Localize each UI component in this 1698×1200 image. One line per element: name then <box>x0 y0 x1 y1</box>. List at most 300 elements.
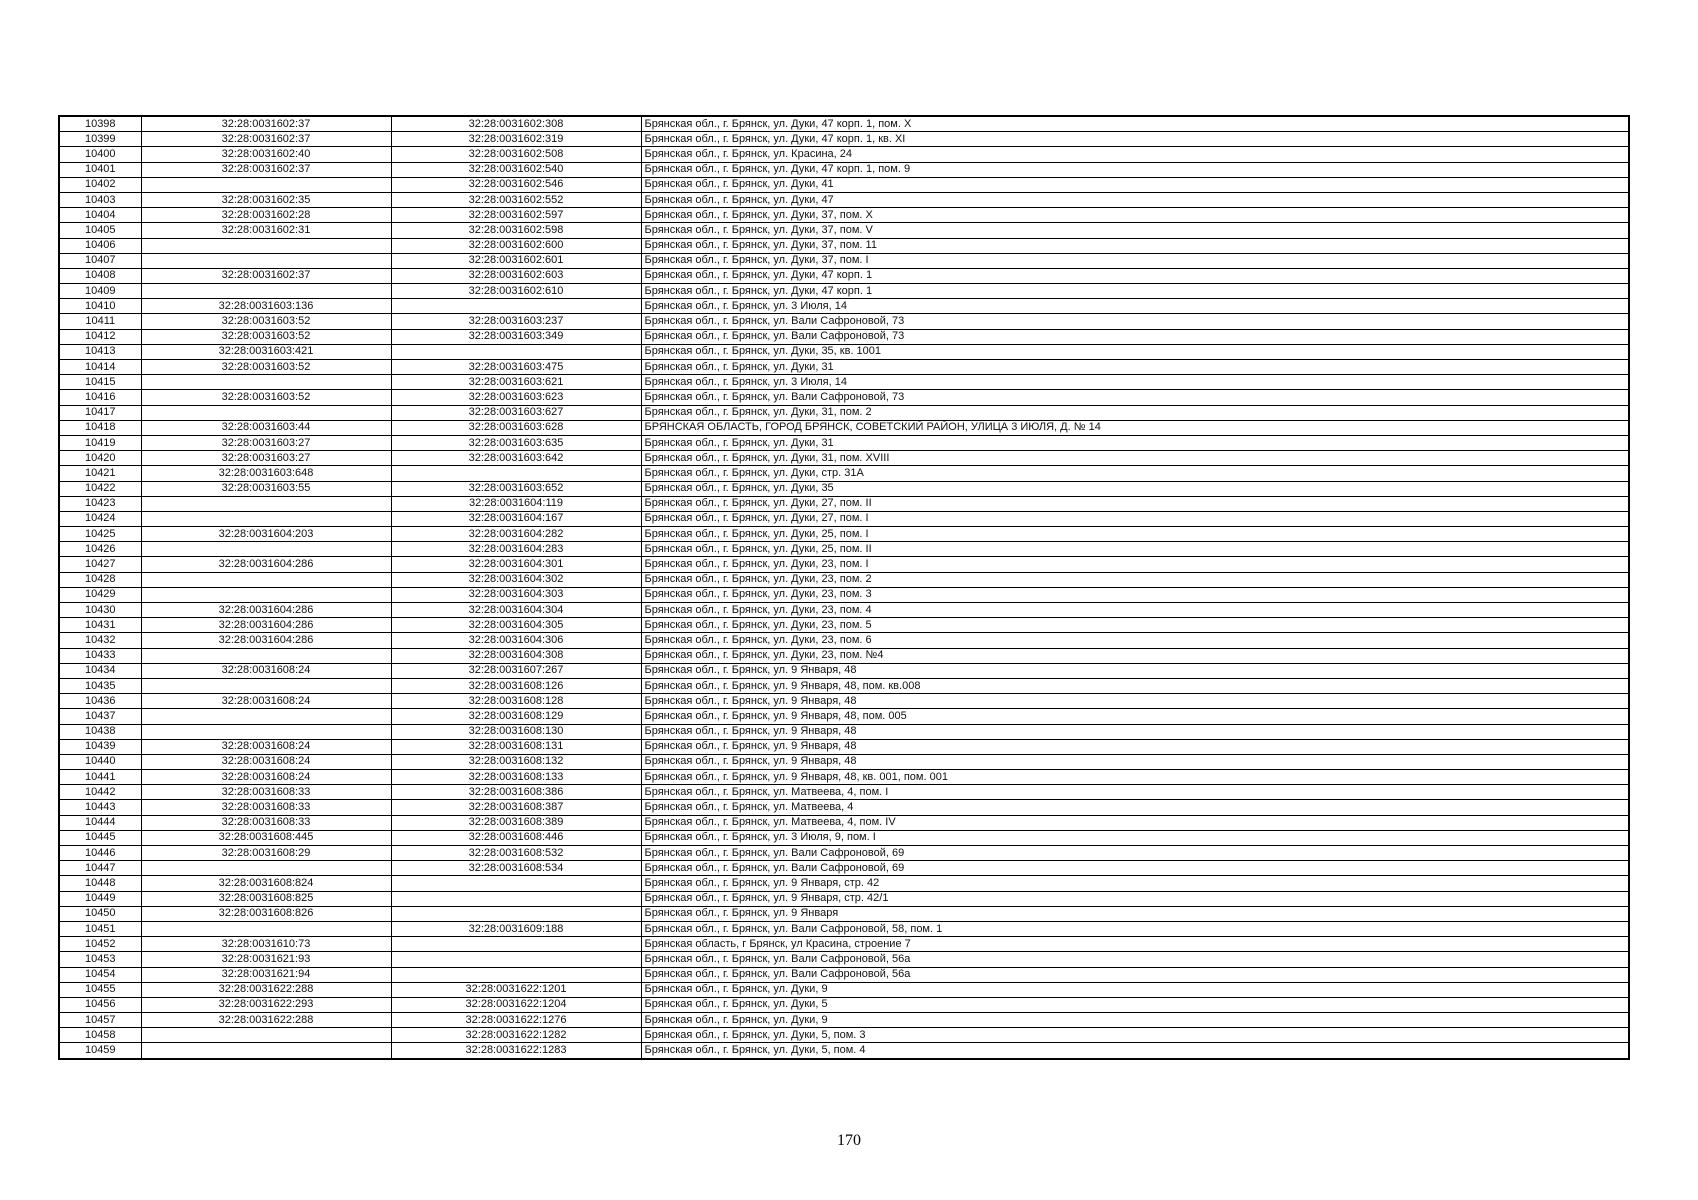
address-cell: Брянская обл., г. Брянск, ул. Дуки, 41 <box>641 177 1629 192</box>
table-row <box>59 648 1629 663</box>
object-cadastral-number-cell: 32:28:0031608:133 <box>391 770 641 785</box>
land-cadastral-number-cell: 32:28:0031622:288 <box>141 982 391 997</box>
object-cadastral-number-cell: 32:28:0031602:601 <box>391 253 641 268</box>
address-cell: Брянская обл., г. Брянск, ул. Вали Сафроновой, 58, пом. 1 <box>641 921 1629 936</box>
address-cell: Брянская обл., г. Брянск, ул. Дуки, 25, пом. II <box>641 542 1629 557</box>
object-cadastral-number-cell: 32:28:0031603:349 <box>391 329 641 344</box>
row-number-cell: 10454 <box>59 967 141 982</box>
address-cell: Брянская обл., г. Брянск, ул. Дуки, 23, пом. 6 <box>641 633 1629 648</box>
address-cell: Брянская обл., г. Брянск, ул. Матвеева, 4, пом. I <box>641 785 1629 800</box>
land-cadastral-number-cell: 32:28:0031602:37 <box>141 268 391 283</box>
table-row <box>59 405 1629 420</box>
land-cadastral-number-cell: 32:28:0031602:37 <box>141 162 391 177</box>
table-row <box>59 177 1629 192</box>
table-row <box>59 739 1629 754</box>
object-cadastral-number-cell: 32:28:0031607:267 <box>391 663 641 678</box>
row-number-cell: 10457 <box>59 1013 141 1028</box>
land-cadastral-number-cell: 32:28:0031604:286 <box>141 618 391 633</box>
land-cadastral-number-cell: 32:28:0031602:37 <box>141 116 391 132</box>
address-cell: Брянская обл., г. Брянск, ул. Дуки, 5, пом. 3 <box>641 1028 1629 1043</box>
object-cadastral-number-cell: 32:28:0031603:652 <box>391 481 641 496</box>
land-cadastral-number-cell: 32:28:0031603:421 <box>141 344 391 359</box>
row-number-cell: 10441 <box>59 770 141 785</box>
land-cadastral-number-cell: 32:28:0031608:24 <box>141 770 391 785</box>
row-number-cell: 10414 <box>59 360 141 375</box>
address-cell: Брянская обл., г. Брянск, ул. 9 Января, 48, пом. кв.008 <box>641 678 1629 693</box>
address-cell: Брянская обл., г. Брянск, ул. Дуки, 47 корп. 1, пом. X <box>641 116 1629 132</box>
address-cell: Брянская обл., г. Брянск, ул. Дуки, 23, пом. I <box>641 557 1629 572</box>
land-cadastral-number-cell: 32:28:0031604:286 <box>141 557 391 572</box>
row-number-cell: 10420 <box>59 451 141 466</box>
table-row <box>59 937 1629 952</box>
row-number-cell: 10410 <box>59 299 141 314</box>
land-cadastral-number-cell: 32:28:0031603:55 <box>141 481 391 496</box>
object-cadastral-number-cell: 32:28:0031604:301 <box>391 557 641 572</box>
table-row <box>59 694 1629 709</box>
row-number-cell: 10403 <box>59 192 141 207</box>
object-cadastral-number-cell: 32:28:0031604:304 <box>391 603 641 618</box>
address-cell: Брянская обл., г. Брянск, ул. Вали Сафроновой, 73 <box>641 314 1629 329</box>
table-row <box>59 724 1629 739</box>
row-number-cell: 10443 <box>59 800 141 815</box>
object-cadastral-number-cell: 32:28:0031622:1201 <box>391 982 641 997</box>
address-cell: Брянская обл., г. Брянск, ул. Вали Сафроновой, 73 <box>641 390 1629 405</box>
table-row <box>59 846 1629 861</box>
object-cadastral-number-cell: 32:28:0031604:302 <box>391 572 641 587</box>
row-number-cell: 10450 <box>59 906 141 921</box>
object-cadastral-number-cell: 32:28:0031603:475 <box>391 360 641 375</box>
address-cell: Брянская обл., г. Брянск, ул. Вали Сафроновой, 56а <box>641 952 1629 967</box>
row-number-cell: 10417 <box>59 405 141 420</box>
land-cadastral-number-cell: 32:28:0031604:286 <box>141 603 391 618</box>
table-row <box>59 481 1629 496</box>
object-cadastral-number-cell <box>391 466 641 481</box>
object-cadastral-number-cell: 32:28:0031603:628 <box>391 420 641 435</box>
address-cell: Брянская обл., г. Брянск, ул. Дуки, 47 корп. 1, кв. XI <box>641 132 1629 147</box>
address-cell: Брянская обл., г. Брянск, ул. 3 Июля, 14 <box>641 375 1629 390</box>
object-cadastral-number-cell: 32:28:0031603:635 <box>391 435 641 450</box>
table-row <box>59 982 1629 997</box>
land-cadastral-number-cell <box>141 238 391 253</box>
table-row <box>59 785 1629 800</box>
address-cell: Брянская обл., г. Брянск, ул. Вали Сафроновой, 69 <box>641 861 1629 876</box>
land-cadastral-number-cell <box>141 496 391 511</box>
address-cell: Брянская обл., г. Брянск, ул. 9 Января, 48, пом. 005 <box>641 709 1629 724</box>
row-number-cell: 10448 <box>59 876 141 891</box>
address-cell: Брянская обл., г. Брянск, ул. Матвеева, 4 <box>641 800 1629 815</box>
land-cadastral-number-cell: 32:28:0031608:24 <box>141 739 391 754</box>
row-number-cell: 10438 <box>59 724 141 739</box>
object-cadastral-number-cell: 32:28:0031602:610 <box>391 284 641 299</box>
land-cadastral-number-cell <box>141 587 391 602</box>
object-cadastral-number-cell: 32:28:0031602:603 <box>391 268 641 283</box>
land-cadastral-number-cell: 32:28:0031622:288 <box>141 1013 391 1028</box>
address-cell: Брянская обл., г. Брянск, ул. Дуки, 31 <box>641 435 1629 450</box>
table-row <box>59 603 1629 618</box>
row-number-cell: 10437 <box>59 709 141 724</box>
address-cell: Брянская обл., г. Брянск, ул. 9 Января, стр. 42/1 <box>641 891 1629 906</box>
row-number-cell: 10399 <box>59 132 141 147</box>
land-cadastral-number-cell <box>141 572 391 587</box>
land-cadastral-number-cell: 32:28:0031603:27 <box>141 435 391 450</box>
address-cell: Брянская область, г Брянск, ул Красина, строение 7 <box>641 937 1629 952</box>
table-row <box>59 587 1629 602</box>
land-cadastral-number-cell: 32:28:0031603:52 <box>141 390 391 405</box>
table-row <box>59 906 1629 921</box>
table-row <box>59 344 1629 359</box>
land-cadastral-number-cell: 32:28:0031603:52 <box>141 329 391 344</box>
land-cadastral-number-cell <box>141 542 391 557</box>
object-cadastral-number-cell: 32:28:0031608:129 <box>391 709 641 724</box>
address-cell: Брянская обл., г. Брянск, ул. Дуки, 47 корп. 1 <box>641 268 1629 283</box>
object-cadastral-number-cell: 32:28:0031603:237 <box>391 314 641 329</box>
table-row <box>59 542 1629 557</box>
address-cell: Брянская обл., г. Брянск, ул. 3 Июля, 9, пом. I <box>641 830 1629 845</box>
table-row <box>59 375 1629 390</box>
row-number-cell: 10458 <box>59 1028 141 1043</box>
table-row <box>59 299 1629 314</box>
land-cadastral-number-cell <box>141 861 391 876</box>
table-row <box>59 511 1629 526</box>
row-number-cell: 10449 <box>59 891 141 906</box>
object-cadastral-number-cell: 32:28:0031604:282 <box>391 527 641 542</box>
table-row <box>59 663 1629 678</box>
land-cadastral-number-cell: 32:28:0031603:44 <box>141 420 391 435</box>
land-cadastral-number-cell: 32:28:0031608:445 <box>141 830 391 845</box>
address-cell: Брянская обл., г. Брянск, ул. Дуки, 31 <box>641 360 1629 375</box>
object-cadastral-number-cell: 32:28:0031608:132 <box>391 754 641 769</box>
row-number-cell: 10411 <box>59 314 141 329</box>
address-cell: Брянская обл., г. Брянск, ул. Дуки, 47 корп. 1 <box>641 284 1629 299</box>
land-cadastral-number-cell: 32:28:0031603:648 <box>141 466 391 481</box>
table-row <box>59 208 1629 223</box>
object-cadastral-number-cell: 32:28:0031609:188 <box>391 921 641 936</box>
object-cadastral-number-cell: 32:28:0031604:306 <box>391 633 641 648</box>
table-row <box>59 921 1629 936</box>
row-number-cell: 10415 <box>59 375 141 390</box>
table-row <box>59 451 1629 466</box>
object-cadastral-number-cell: 32:28:0031608:126 <box>391 678 641 693</box>
address-cell: Брянская обл., г. Брянск, ул. Вали Сафроновой, 56а <box>641 967 1629 982</box>
row-number-cell: 10422 <box>59 481 141 496</box>
table-row <box>59 329 1629 344</box>
table-row <box>59 360 1629 375</box>
object-cadastral-number-cell: 32:28:0031608:387 <box>391 800 641 815</box>
table-row <box>59 268 1629 283</box>
land-cadastral-number-cell: 32:28:0031608:824 <box>141 876 391 891</box>
address-cell: Брянская обл., г. Брянск, ул. Дуки, 47 <box>641 192 1629 207</box>
address-cell: Брянская обл., г. Брянск, ул. 9 Января, 48 <box>641 739 1629 754</box>
address-cell: Брянская обл., г. Брянск, ул. Дуки, 5, пом. 4 <box>641 1043 1629 1059</box>
address-cell: Брянская обл., г. Брянск, ул. Дуки, 37, пом. X <box>641 208 1629 223</box>
object-cadastral-number-cell: 32:28:0031608:128 <box>391 694 641 709</box>
page-number: 170 <box>837 1132 861 1149</box>
address-cell: Брянская обл., г. Брянск, ул. Дуки, 25, пом. I <box>641 527 1629 542</box>
table-row <box>59 314 1629 329</box>
land-cadastral-number-cell <box>141 709 391 724</box>
table-row <box>59 709 1629 724</box>
address-cell: Брянская обл., г. Брянск, ул. Дуки, 27, пом. II <box>641 496 1629 511</box>
land-cadastral-number-cell: 32:28:0031604:286 <box>141 633 391 648</box>
row-number-cell: 10445 <box>59 830 141 845</box>
object-cadastral-number-cell: 32:28:0031602:319 <box>391 132 641 147</box>
land-cadastral-number-cell <box>141 1028 391 1043</box>
address-cell: Брянская обл., г. Брянск, ул. Дуки, 27, пом. I <box>641 511 1629 526</box>
land-cadastral-number-cell <box>141 648 391 663</box>
address-cell: Брянская обл., г. Брянск, ул. Дуки, 9 <box>641 1013 1629 1028</box>
land-cadastral-number-cell: 32:28:0031608:24 <box>141 694 391 709</box>
table-row <box>59 800 1629 815</box>
object-cadastral-number-cell: 32:28:0031602:546 <box>391 177 641 192</box>
address-cell: Брянская обл., г. Брянск, ул. 9 Января, 48 <box>641 694 1629 709</box>
object-cadastral-number-cell: 32:28:0031608:131 <box>391 739 641 754</box>
object-cadastral-number-cell: 32:28:0031603:627 <box>391 405 641 420</box>
table-row <box>59 284 1629 299</box>
object-cadastral-number-cell <box>391 952 641 967</box>
land-cadastral-number-cell: 32:28:0031610:73 <box>141 937 391 952</box>
object-cadastral-number-cell <box>391 937 641 952</box>
land-cadastral-number-cell: 32:28:0031621:94 <box>141 967 391 982</box>
object-cadastral-number-cell <box>391 344 641 359</box>
row-number-cell: 10426 <box>59 542 141 557</box>
object-cadastral-number-cell: 32:28:0031608:532 <box>391 846 641 861</box>
land-cadastral-number-cell <box>141 511 391 526</box>
table-row <box>59 527 1629 542</box>
address-cell: Брянская обл., г. Брянск, ул. 9 Января <box>641 906 1629 921</box>
row-number-cell: 10428 <box>59 572 141 587</box>
land-cadastral-number-cell: 32:28:0031602:35 <box>141 192 391 207</box>
row-number-cell: 10407 <box>59 253 141 268</box>
address-cell: Брянская обл., г. Брянск, ул. 9 Января, 48 <box>641 663 1629 678</box>
row-number-cell: 10439 <box>59 739 141 754</box>
land-cadastral-number-cell: 32:28:0031603:52 <box>141 360 391 375</box>
land-cadastral-number-cell: 32:28:0031608:33 <box>141 785 391 800</box>
register-table <box>58 115 1630 1060</box>
address-cell: Брянская обл., г. Брянск, ул. Матвеева, 4, пом. IV <box>641 815 1629 830</box>
address-cell: Брянская обл., г. Брянск, ул. Дуки, 5 <box>641 997 1629 1012</box>
row-number-cell: 10404 <box>59 208 141 223</box>
object-cadastral-number-cell: 32:28:0031602:597 <box>391 208 641 223</box>
land-cadastral-number-cell: 32:28:0031602:37 <box>141 132 391 147</box>
land-cadastral-number-cell: 32:28:0031602:40 <box>141 147 391 162</box>
address-cell: Брянская обл., г. Брянск, ул. Вали Сафроновой, 69 <box>641 846 1629 861</box>
land-cadastral-number-cell: 32:28:0031603:52 <box>141 314 391 329</box>
address-cell: Брянская обл., г. Брянск, ул. Дуки, 37, пом. I <box>641 253 1629 268</box>
table-row <box>59 147 1629 162</box>
land-cadastral-number-cell: 32:28:0031602:28 <box>141 208 391 223</box>
address-cell: Брянская обл., г. Брянск, ул. Дуки, 35 <box>641 481 1629 496</box>
address-cell: Брянская обл., г. Брянск, ул. Дуки, 35, кв. 1001 <box>641 344 1629 359</box>
table-row <box>59 192 1629 207</box>
object-cadastral-number-cell: 32:28:0031604:283 <box>391 542 641 557</box>
row-number-cell: 10451 <box>59 921 141 936</box>
object-cadastral-number-cell <box>391 891 641 906</box>
land-cadastral-number-cell <box>141 1043 391 1059</box>
land-cadastral-number-cell <box>141 405 391 420</box>
row-number-cell: 10430 <box>59 603 141 618</box>
object-cadastral-number-cell: 32:28:0031602:600 <box>391 238 641 253</box>
object-cadastral-number-cell <box>391 906 641 921</box>
row-number-cell: 10423 <box>59 496 141 511</box>
address-cell: Брянская обл., г. Брянск, ул. Дуки, 23, пом. 2 <box>641 572 1629 587</box>
table-row <box>59 253 1629 268</box>
address-cell: Брянская обл., г. Брянск, ул. Дуки, 23, пом. 3 <box>641 587 1629 602</box>
row-number-cell: 10435 <box>59 678 141 693</box>
row-number-cell: 10446 <box>59 846 141 861</box>
object-cadastral-number-cell: 32:28:0031604:167 <box>391 511 641 526</box>
table-row <box>59 466 1629 481</box>
table-row <box>59 876 1629 891</box>
table-row <box>59 420 1629 435</box>
row-number-cell: 10398 <box>59 116 141 132</box>
land-cadastral-number-cell: 32:28:0031603:27 <box>141 451 391 466</box>
object-cadastral-number-cell: 32:28:0031608:446 <box>391 830 641 845</box>
table-row <box>59 496 1629 511</box>
register-table-body <box>59 116 1629 1059</box>
row-number-cell: 10406 <box>59 238 141 253</box>
table-row <box>59 238 1629 253</box>
row-number-cell: 10405 <box>59 223 141 238</box>
row-number-cell: 10433 <box>59 648 141 663</box>
table-row <box>59 572 1629 587</box>
land-cadastral-number-cell <box>141 284 391 299</box>
object-cadastral-number-cell: 32:28:0031602:552 <box>391 192 641 207</box>
table-row <box>59 223 1629 238</box>
address-cell: Брянская обл., г. Брянск, ул. Дуки, 23, пом. №4 <box>641 648 1629 663</box>
table-row <box>59 390 1629 405</box>
address-cell: Брянская обл., г. Брянск, ул. Дуки, 31, пом. XVIII <box>641 451 1629 466</box>
table-row <box>59 557 1629 572</box>
land-cadastral-number-cell <box>141 177 391 192</box>
land-cadastral-number-cell <box>141 724 391 739</box>
land-cadastral-number-cell: 32:28:0031621:93 <box>141 952 391 967</box>
row-number-cell: 10434 <box>59 663 141 678</box>
row-number-cell: 10400 <box>59 147 141 162</box>
row-number-cell: 10447 <box>59 861 141 876</box>
object-cadastral-number-cell: 32:28:0031602:598 <box>391 223 641 238</box>
address-cell: БРЯНСКАЯ ОБЛАСТЬ, ГОРОД БРЯНСК, СОВЕТСКИЙ РАЙОН, УЛИЦА 3 ИЮЛЯ, Д. № 14 <box>641 420 1629 435</box>
row-number-cell: 10429 <box>59 587 141 602</box>
table-row <box>59 815 1629 830</box>
table-row <box>59 1043 1629 1059</box>
table-row <box>59 678 1629 693</box>
table-row <box>59 1028 1629 1043</box>
row-number-cell: 10421 <box>59 466 141 481</box>
row-number-cell: 10401 <box>59 162 141 177</box>
row-number-cell: 10409 <box>59 284 141 299</box>
object-cadastral-number-cell: 32:28:0031603:642 <box>391 451 641 466</box>
object-cadastral-number-cell: 32:28:0031622:1204 <box>391 997 641 1012</box>
table-row <box>59 770 1629 785</box>
row-number-cell: 10424 <box>59 511 141 526</box>
address-cell: Брянская обл., г. Брянск, ул. Дуки, 23, пом. 5 <box>641 618 1629 633</box>
land-cadastral-number-cell: 32:28:0031608:825 <box>141 891 391 906</box>
land-cadastral-number-cell: 32:28:0031603:136 <box>141 299 391 314</box>
address-cell: Брянская обл., г. Брянск, ул. 3 Июля, 14 <box>641 299 1629 314</box>
row-number-cell: 10453 <box>59 952 141 967</box>
object-cadastral-number-cell: 32:28:0031604:308 <box>391 648 641 663</box>
table-row <box>59 891 1629 906</box>
land-cadastral-number-cell: 32:28:0031608:24 <box>141 663 391 678</box>
object-cadastral-number-cell: 32:28:0031602:308 <box>391 116 641 132</box>
land-cadastral-number-cell: 32:28:0031608:33 <box>141 815 391 830</box>
address-cell: Брянская обл., г. Брянск, ул. Дуки, 37, пом. 11 <box>641 238 1629 253</box>
row-number-cell: 10456 <box>59 997 141 1012</box>
table-row <box>59 435 1629 450</box>
row-number-cell: 10402 <box>59 177 141 192</box>
land-cadastral-number-cell: 32:28:0031608:33 <box>141 800 391 815</box>
object-cadastral-number-cell <box>391 299 641 314</box>
address-cell: Брянская обл., г. Брянск, ул. 9 Января, 48 <box>641 754 1629 769</box>
object-cadastral-number-cell <box>391 876 641 891</box>
object-cadastral-number-cell: 32:28:0031608:386 <box>391 785 641 800</box>
address-cell: Брянская обл., г. Брянск, ул. 9 Января, 48 <box>641 724 1629 739</box>
row-number-cell: 10459 <box>59 1043 141 1059</box>
table-row <box>59 1013 1629 1028</box>
table-row <box>59 952 1629 967</box>
land-cadastral-number-cell <box>141 678 391 693</box>
table-row <box>59 618 1629 633</box>
row-number-cell: 10408 <box>59 268 141 283</box>
row-number-cell: 10416 <box>59 390 141 405</box>
row-number-cell: 10418 <box>59 420 141 435</box>
row-number-cell: 10442 <box>59 785 141 800</box>
land-cadastral-number-cell <box>141 253 391 268</box>
object-cadastral-number-cell: 32:28:0031603:623 <box>391 390 641 405</box>
row-number-cell: 10436 <box>59 694 141 709</box>
row-number-cell: 10440 <box>59 754 141 769</box>
table-row <box>59 997 1629 1012</box>
row-number-cell: 10419 <box>59 435 141 450</box>
object-cadastral-number-cell: 32:28:0031603:621 <box>391 375 641 390</box>
table-row <box>59 830 1629 845</box>
table-row <box>59 633 1629 648</box>
object-cadastral-number-cell: 32:28:0031608:534 <box>391 861 641 876</box>
object-cadastral-number-cell: 32:28:0031602:508 <box>391 147 641 162</box>
table-row <box>59 754 1629 769</box>
address-cell: Брянская обл., г. Брянск, ул. 9 Января, стр. 42 <box>641 876 1629 891</box>
table-row <box>59 861 1629 876</box>
row-number-cell: 10432 <box>59 633 141 648</box>
row-number-cell: 10427 <box>59 557 141 572</box>
address-cell: Брянская обл., г. Брянск, ул. Дуки, 9 <box>641 982 1629 997</box>
address-cell: Брянская обл., г. Брянск, ул. 9 Января, 48, кв. 001, пом. 001 <box>641 770 1629 785</box>
land-cadastral-number-cell <box>141 375 391 390</box>
object-cadastral-number-cell: 32:28:0031622:1276 <box>391 1013 641 1028</box>
row-number-cell: 10431 <box>59 618 141 633</box>
table-row <box>59 116 1629 132</box>
land-cadastral-number-cell: 32:28:0031604:203 <box>141 527 391 542</box>
land-cadastral-number-cell: 32:28:0031608:29 <box>141 846 391 861</box>
object-cadastral-number-cell: 32:28:0031604:305 <box>391 618 641 633</box>
object-cadastral-number-cell: 32:28:0031608:389 <box>391 815 641 830</box>
land-cadastral-number-cell <box>141 921 391 936</box>
row-number-cell: 10425 <box>59 527 141 542</box>
address-cell: Брянская обл., г. Брянск, ул. Дуки, 23, пом. 4 <box>641 603 1629 618</box>
land-cadastral-number-cell: 32:28:0031602:31 <box>141 223 391 238</box>
table-row <box>59 162 1629 177</box>
row-number-cell: 10413 <box>59 344 141 359</box>
address-cell: Брянская обл., г. Брянск, ул. Дуки, 31, пом. 2 <box>641 405 1629 420</box>
object-cadastral-number-cell: 32:28:0031608:130 <box>391 724 641 739</box>
address-cell: Брянская обл., г. Брянск, ул. Дуки, 47 корп. 1, пом. 9 <box>641 162 1629 177</box>
address-cell: Брянская обл., г. Брянск, ул. Дуки, стр. 31А <box>641 466 1629 481</box>
address-cell: Брянская обл., г. Брянск, ул. Красина, 24 <box>641 147 1629 162</box>
land-cadastral-number-cell: 32:28:0031608:826 <box>141 906 391 921</box>
row-number-cell: 10452 <box>59 937 141 952</box>
object-cadastral-number-cell <box>391 967 641 982</box>
land-cadastral-number-cell: 32:28:0031622:293 <box>141 997 391 1012</box>
